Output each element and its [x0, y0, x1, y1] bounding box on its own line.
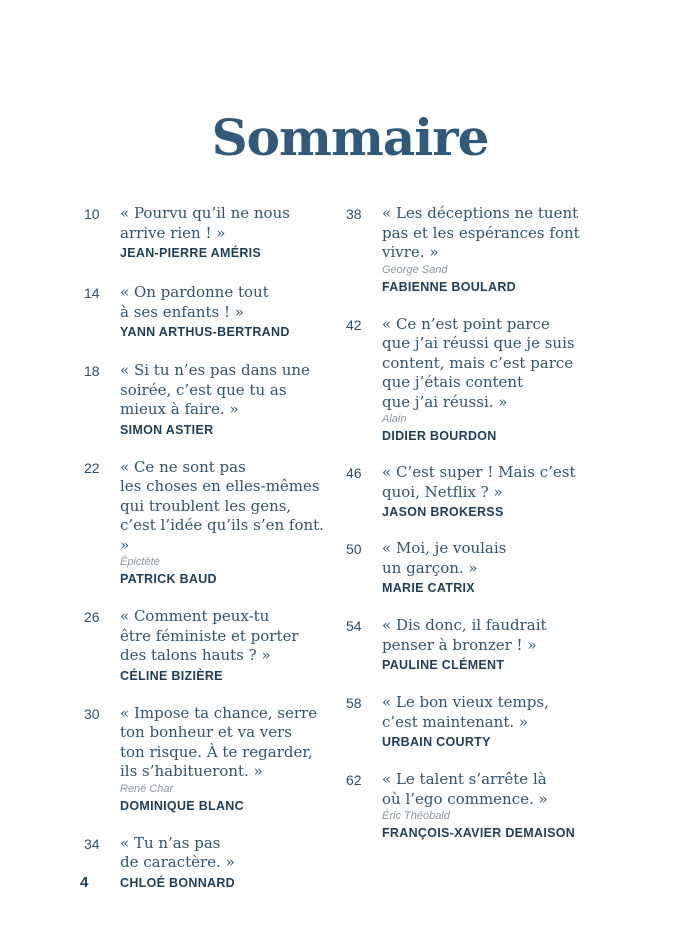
- page-number: 42: [346, 316, 362, 333]
- quote-attribution: Alain: [382, 413, 407, 425]
- toc-entry: [84, 458, 329, 589]
- author-name: YANN ARTHUS-BERTRAND: [120, 325, 290, 339]
- page-number: 54: [346, 618, 362, 634]
- toc-entry: [346, 693, 606, 751]
- quote: « Le bon vieux temps, c’est maintenant. »: [382, 693, 549, 731]
- toc-column-right: [346, 204, 606, 842]
- page-folio: 4: [80, 874, 89, 891]
- author-name: DIDIER BOURDON: [382, 429, 497, 443]
- page-number: 50: [346, 541, 362, 557]
- author-name: JEAN-PIERRE AMÉRIS: [120, 246, 262, 260]
- author-name: PATRICK BAUD: [120, 572, 217, 586]
- page-number: 18: [84, 363, 100, 379]
- quote: « Tu n’as pas de caractère. »: [120, 833, 235, 871]
- author-name: FRANÇOIS-XAVIER DEMAISON: [382, 826, 576, 840]
- quote-attribution: Éric Théobald: [382, 810, 450, 822]
- toc-entry: [346, 315, 606, 446]
- toc-entry: [346, 770, 606, 842]
- author-name: FABIENNE BOULARD: [382, 279, 516, 294]
- page-number: 62: [346, 772, 362, 788]
- toc-entry: [346, 463, 606, 521]
- author-name: JASON BROKERSS: [382, 505, 504, 519]
- toc-entry: [84, 834, 329, 892]
- quote: « On pardonne tout à ses enfants ! »: [120, 283, 269, 321]
- quote: « Ce ne sont pas les choses en elles-mêmes qui troublent les gens, c’est l’idée qu’ils s’en font. »: [120, 457, 324, 554]
- quote: « Ce n’est point parce que j’ai réussi que je suis content, mais c’est parce que j’étais content que j’ai réussi. »: [382, 314, 575, 411]
- toc-entry: [84, 704, 329, 815]
- quote: « Le talent s’arrête là où l’ego commence. »: [382, 770, 548, 808]
- toc-entry: [84, 283, 329, 341]
- quote-attribution: George Sand: [382, 263, 448, 276]
- author-name: PAULINE CLÉMENT: [382, 658, 505, 672]
- author-name: CHLOÉ BONNARD: [120, 875, 236, 890]
- page-number: 14: [84, 285, 100, 301]
- quote: « Si tu n’es pas dans une soirée, c’est que tu as mieux à faire. »: [120, 361, 310, 418]
- toc-entry: [346, 616, 606, 674]
- author-name: DOMINIQUE BLANC: [120, 798, 244, 813]
- toc-entry: [84, 361, 329, 439]
- quote: « Comment peux-tu être féministe et porter des talons hauts ? »: [120, 607, 299, 664]
- page-number: 46: [346, 465, 362, 481]
- toc-entry: [84, 204, 329, 262]
- quote-attribution: Épictète: [120, 556, 160, 568]
- quote: « Pourvu qu’il ne nous arrive rien ! »: [120, 204, 290, 242]
- quote: « Moi, je voulais un garçon. »: [382, 539, 507, 577]
- page-number: 22: [84, 459, 100, 476]
- author-name: SIMON ASTIER: [120, 422, 214, 437]
- page-number: 34: [84, 835, 100, 852]
- toc-column-left: [84, 204, 329, 892]
- quote: « Dis donc, il faudrait penser à bronzer ! »: [382, 616, 547, 654]
- quote-attribution: René Char: [120, 782, 174, 795]
- toc-entry: [346, 204, 606, 296]
- page-number: 30: [84, 705, 100, 722]
- author-name: URBAIN COURTY: [382, 735, 491, 749]
- author-name: CÉLINE BIZIÈRE: [120, 668, 223, 683]
- page-number: 10: [84, 206, 100, 222]
- toc-entry: [84, 607, 329, 685]
- quote: « Impose ta chance, serre ton bonheur et va vers ton risque. À te regarder, ils s’habitueront. »: [120, 703, 318, 780]
- page-number: 26: [84, 609, 100, 625]
- page-number: 38: [346, 206, 362, 222]
- quote: « C’est super ! Mais c’est quoi, Netflix ? »: [382, 463, 576, 501]
- quote: « Les déceptions ne tuent pas et les espérances font vivre. »: [382, 204, 580, 261]
- toc-entry: [346, 539, 606, 597]
- page-number: 58: [346, 695, 362, 711]
- author-name: MARIE CATRIX: [382, 581, 475, 595]
- page-title: Sommaire: [211, 108, 489, 167]
